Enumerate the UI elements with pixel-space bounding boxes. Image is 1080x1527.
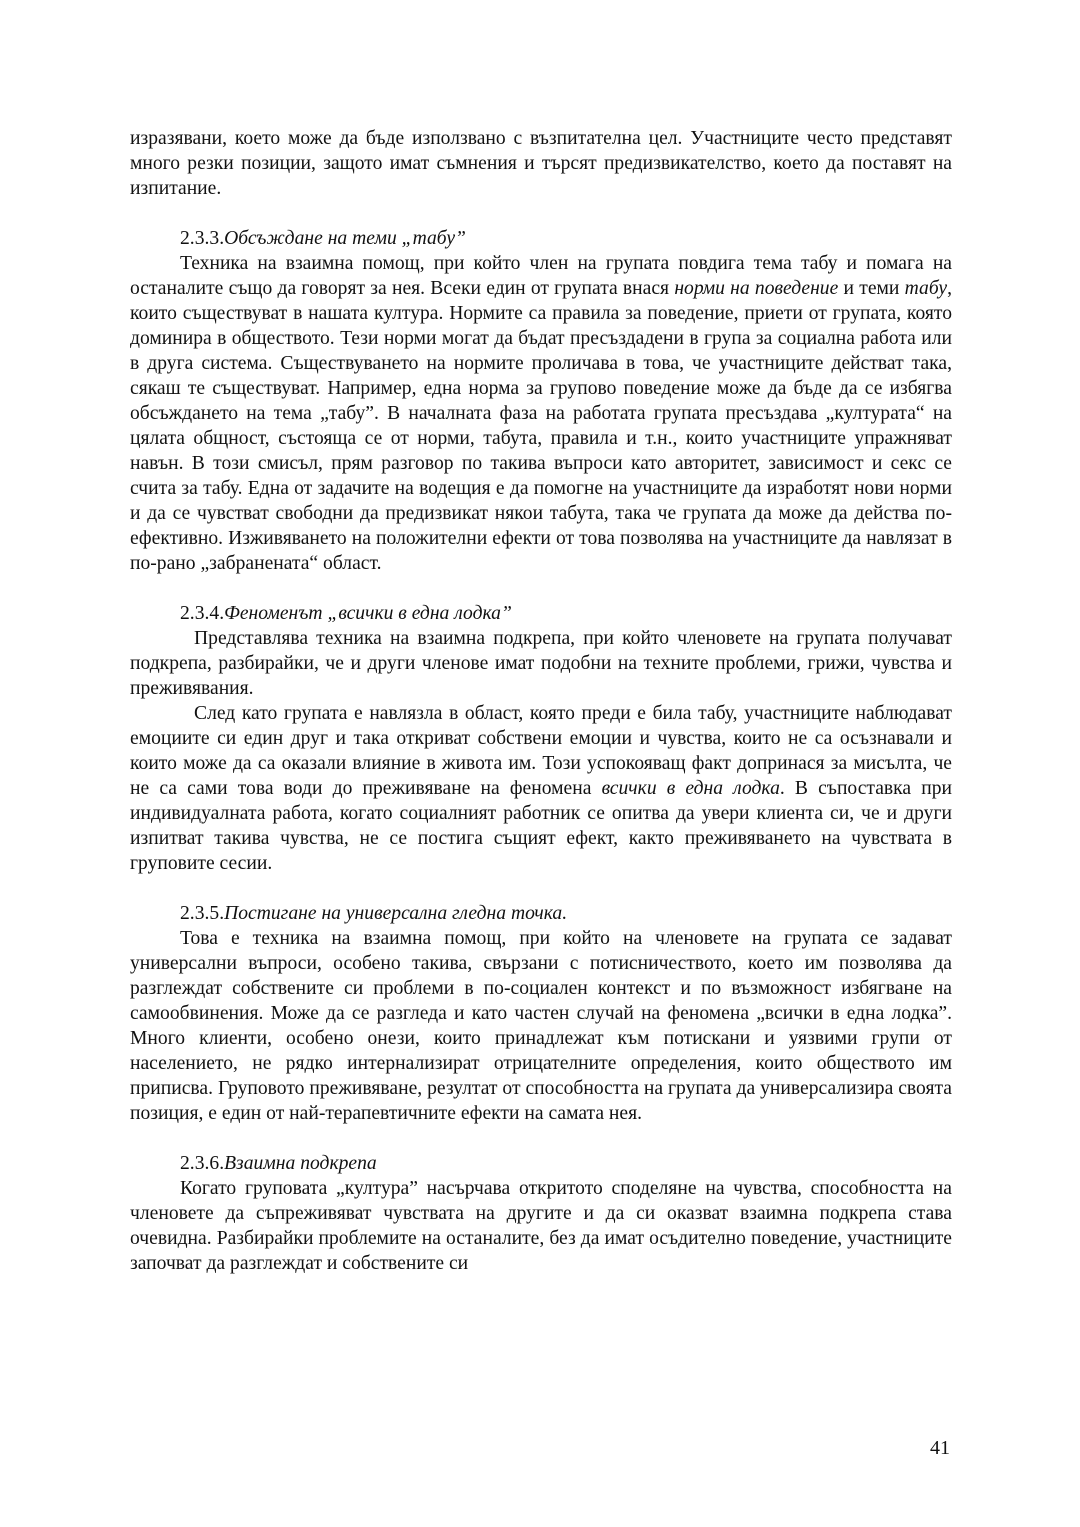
section-title: Взаимна подкрепа <box>224 1153 377 1174</box>
paragraph-universal-view: Това е техника на взаимна помощ, при който на членовете на групата се задават универсални въпроси, особено такива, свързани с потисничеството, което им позволява да разглеждат собствените си проблеми в по-социален контекст и по възможност избягване на самообвинения. Може да се разгледа и като частен случай на феномена „всички в една лодка”. Много клиенти, особено онези, които принадлежат към потискани и уязвими групи от населението, не рядко интернализират отрицателните определения, които обществото им приписва. Груповото преживяване, резултат от способността на групата да универсализира своята позиция, е един от най-терапевтичните ефекти на самата нея. <box>130 928 952 1124</box>
section-number: 2.3.6. <box>180 1153 225 1174</box>
text-run: , които съществуват в нашата култура. Нормите са правила за поведение, приети от групата, която доминира в обществото. Тези норми могат да бъдат пресъздадени в група за социална работа или в друга система. Съществуването на нормите проличава в това, че участниците действат така, сякаш те съществуват. Например, една норма за групово поведение може да бъде да се избягва обсъждането на тема „табу”. В началната фаза на работата групата пресъздава „културата“ на цялата общност, състояща се от норми, табута, правила и т.н., които участниците упражняват навън. В този смисъл, прям разговор по такива въпроси като авторитет, зависимост и секс се счита за табу. Една от задачите на водещия е да помогне на участниците да изработят нови норми и да се чувстват свободни да предизвикат някои табута, така че групата да може да действа по-ефективно. Изживяването на положителни ефекти от това позволява на участниците да навлязат в по-рано „забранената“ област. <box>130 278 953 574</box>
emphasis-same-boat: всички в една лодка <box>601 778 780 799</box>
text-run: и теми <box>838 278 905 299</box>
section-heading-2-3-6 <box>130 1151 952 1176</box>
text-run: Техника на взаимна помощ, при който член на групата повдига тема табу и помага на останалите също да говорят за нея. Всеки един от групата внася <box>130 253 952 299</box>
section-title: Обсъждане на теми „табу” <box>224 228 466 249</box>
paragraph-continuation: изразявани, което може да бъде използвано с възпитателна цел. Участниците често представят много резки позиции, защото имат съмнения и търсят предизвикателство, което да поставят на изпитание. <box>130 128 952 199</box>
section-heading-2-3-3 <box>130 226 952 251</box>
paragraph-same-boat-1: Представлява техника на взаимна подкрепа, при който членовете на групата получават подкрепа, разбирайки, че и други членове имат подобни на техните проблеми, грижи, чувства и преживявания. <box>130 628 952 699</box>
section-number: 2.3.5. <box>180 903 225 924</box>
text-run: След като групата е навлязла в област, която преди е била табу, участниците наблюдават емоциите си един друг и така откриват собствени емоции и чувства, които не са осъзнавали и които може да са оказали влияние в живота им. Този успокояващ факт допринася за мисълта, че не са сами това води до преживяване на феномена <box>130 703 952 799</box>
paragraph-taboo <box>130 251 952 576</box>
section-number: 2.3.3. <box>180 228 225 249</box>
section-title: Феноменът „всички в една лодка” <box>224 603 512 624</box>
page-number: 41 <box>930 1437 950 1459</box>
paragraph-same-boat-2 <box>130 701 952 876</box>
section-title: Постигане на универсална гледна точка. <box>224 903 568 924</box>
paragraph-mutual-support: Когато груповата „култура” насърчава откритото споделяне на чувства, способността на членовете да съпреживяват чувствата на другите и да си оказват взаимна подкрепа става очевидна. Разбирайки проблемите на останалите, без да имат осъдително поведение, участниците започват да разглеждат и собствените си <box>130 1178 952 1274</box>
emphasis-taboo: табу <box>904 278 948 299</box>
section-number: 2.3.4. <box>180 603 225 624</box>
section-heading-2-3-5 <box>130 901 952 926</box>
text-run: . В съпоставка при индивидуалната работа, когато социалният работник се опитва да увери клиента си, че и други изпитват такива чувства, не се постига същият ефект, както преживяването на чувствата в груповите сесии. <box>130 778 952 874</box>
document-body <box>130 126 952 1276</box>
emphasis-norms: норми на поведение <box>674 278 839 299</box>
section-heading-2-3-4 <box>130 601 952 626</box>
